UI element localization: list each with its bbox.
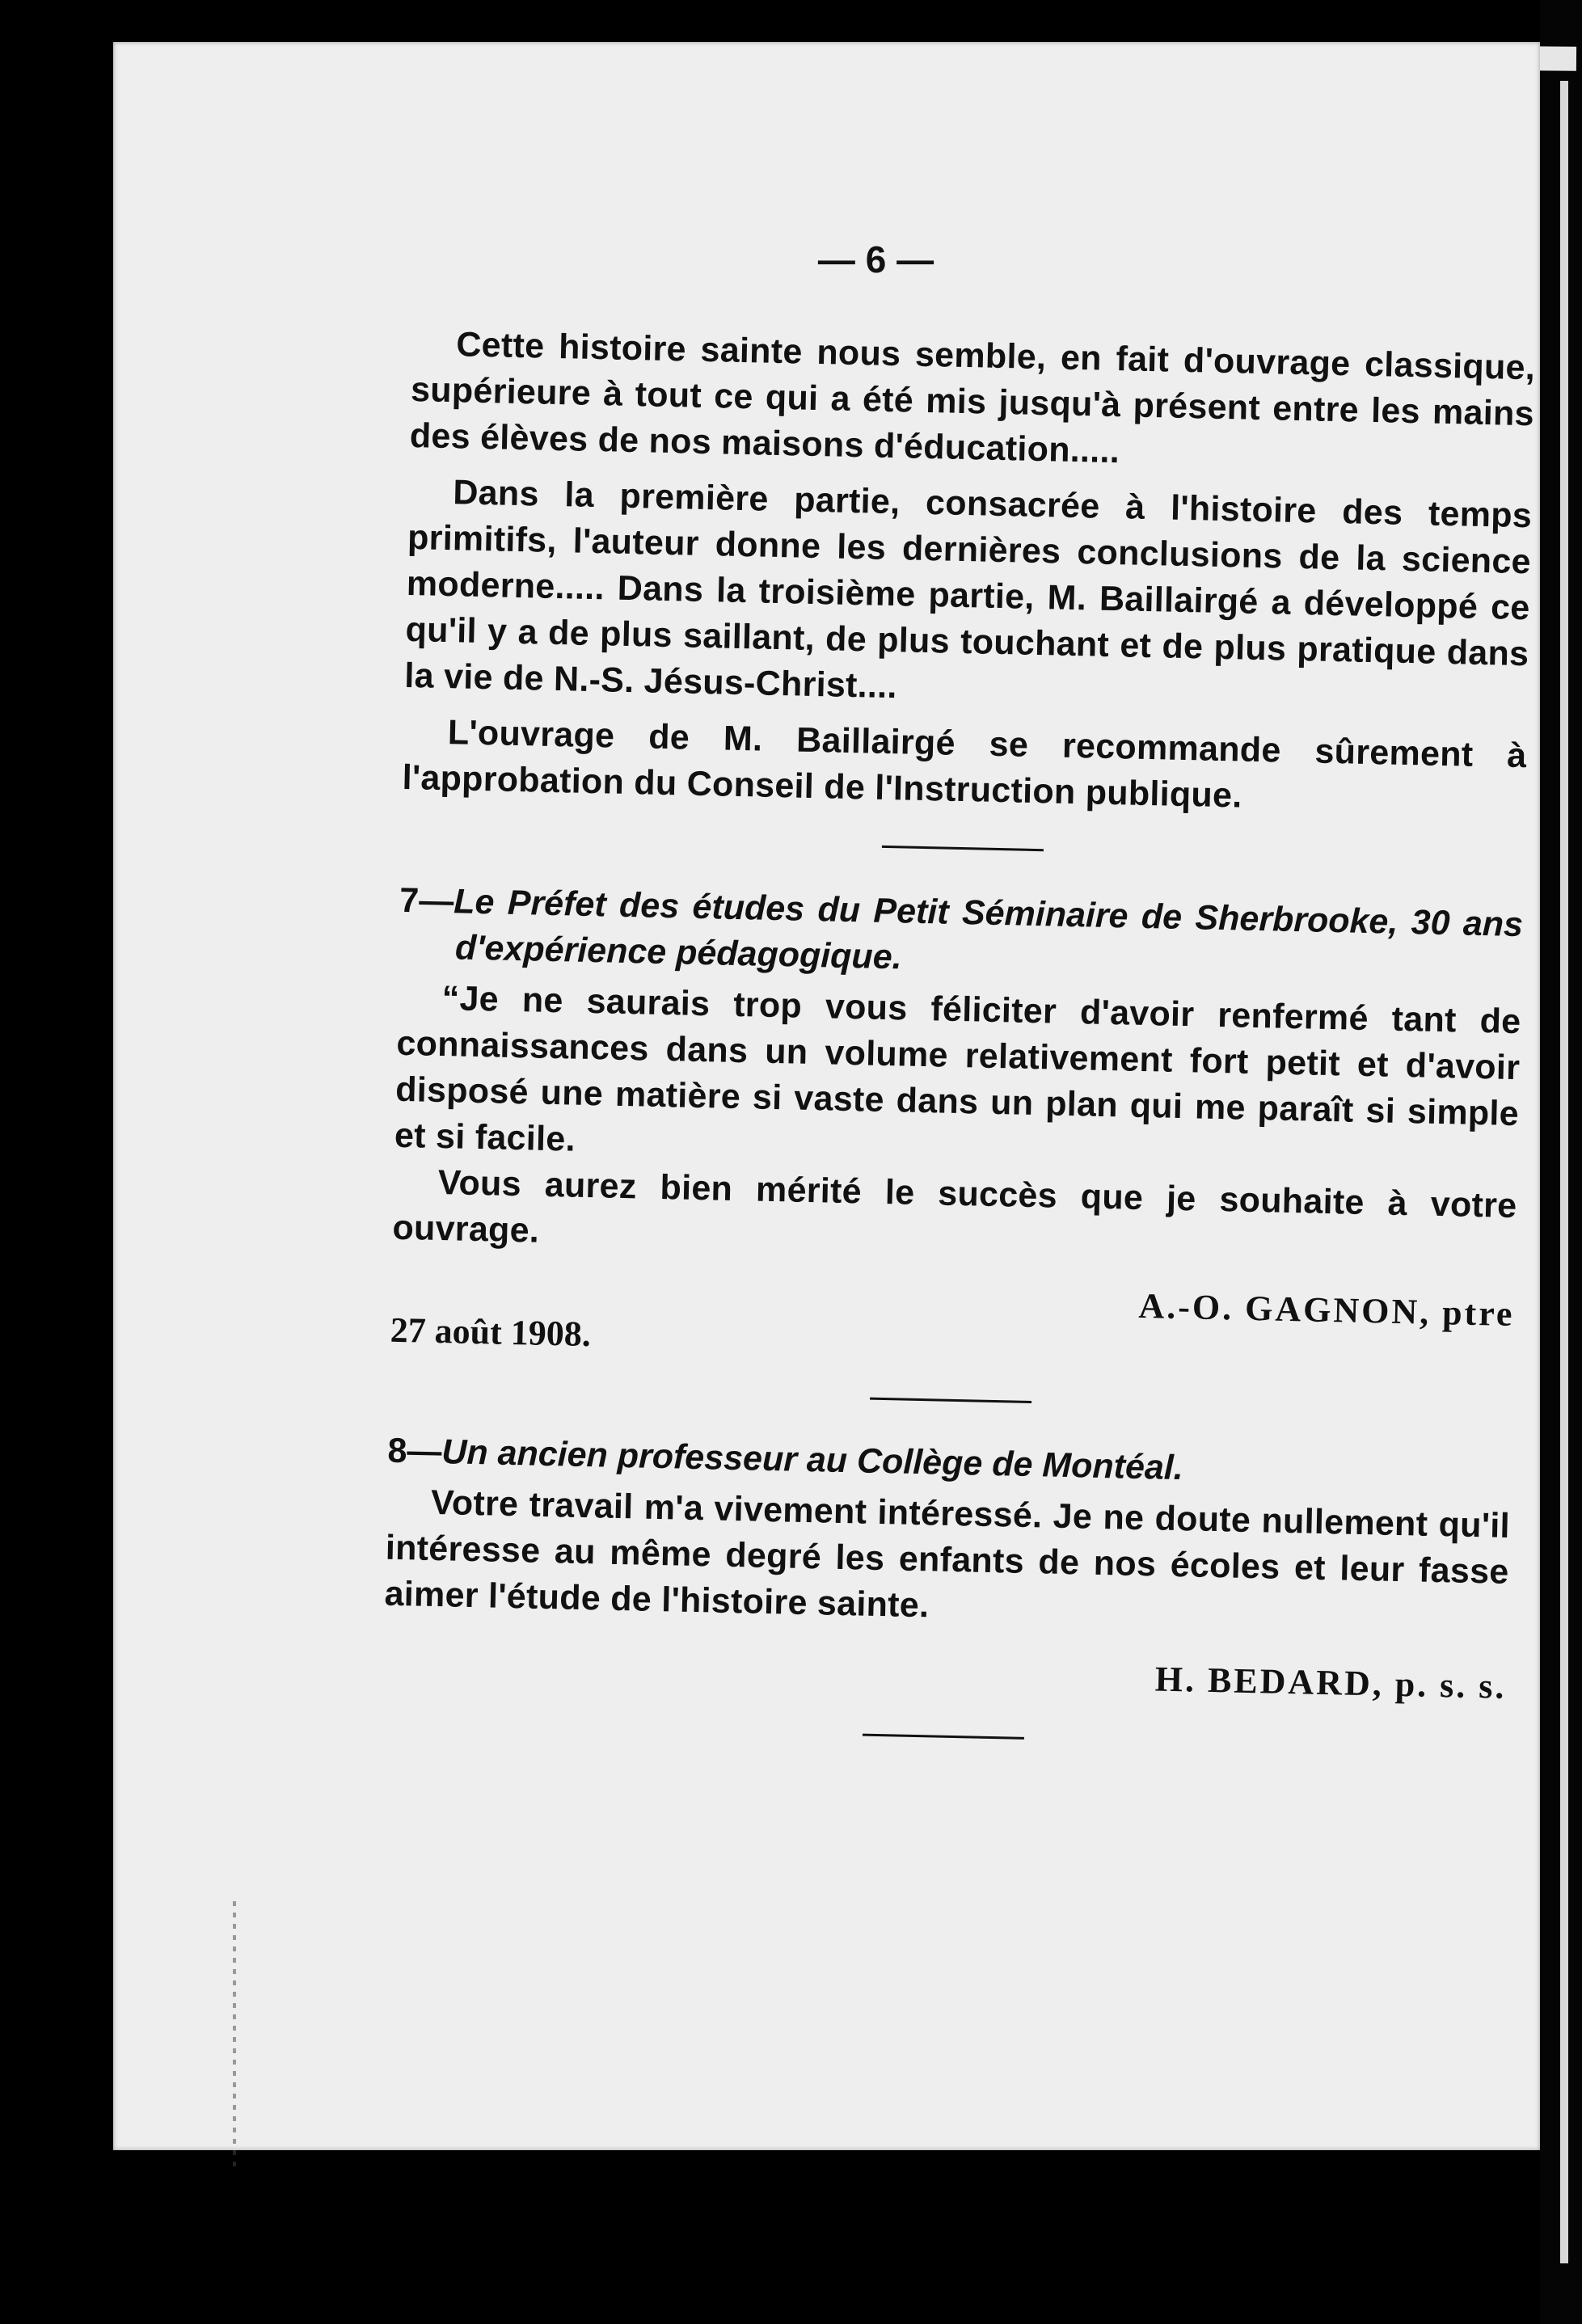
section-divider bbox=[863, 1734, 1024, 1740]
page-number: — 6 — bbox=[817, 238, 934, 280]
document-page bbox=[113, 42, 1540, 2150]
intro-paragraph-3: L'ouvrage de M. Baillairgé se recommande sûrement à l'approbation du Conseil de l'Instruction publique. bbox=[402, 713, 1528, 816]
scan-margin-specks bbox=[233, 1901, 236, 2168]
section-7-signature-row bbox=[390, 1269, 1515, 1375]
section-divider bbox=[870, 1398, 1031, 1403]
intro-paragraph-2: Dans la première partie, consacrée à l'histoire des temps primitifs, l'auteur donne les dernières conclusions de la science moderne..... Dans la troisième partie, M. Baillairgé a développé ce qu'il y a de plus saillant, de plus touchant et de plus pratique dans la vie de N.-S. Jésus-Christ.... bbox=[403, 473, 1533, 706]
section-7-signature: A.-O. GAGNON, ptre bbox=[1138, 1285, 1516, 1335]
section-8-paragraph: Votre travail m'a vivement intéressé. Je ne doute nullement qu'il intéresse au même degré les enfants de nos écoles et leur fasse aimer l'étude de l'histoire sainte. bbox=[384, 1483, 1511, 1626]
intro-paragraph-1: Cette histoire sainte nous semble, en fait d'ouvrage classique, supérieure à tout ce qui a été mis jusqu'à présent entre les mains des élèves de nos maisons d'éducation..... bbox=[409, 325, 1536, 471]
section-7-paragraph-1: “Je ne saurais trop vous féliciter d'avoir renfermé tant de connaissances dans un volume relativement fort petit et d'avoir disposé une matière si vaste dans un plan qui me paraît si simple et si facile. bbox=[394, 979, 1521, 1159]
section-7-paragraph-2: Vous aurez bien mérité le succès que je souhaite à votre ouvrage. bbox=[392, 1162, 1517, 1251]
section-8-number: 8— bbox=[386, 1431, 442, 1472]
section-8-title: Un ancien professeur au Collège de Montéal. bbox=[441, 1432, 1184, 1488]
section-7-title: Le Préfet des études du Petit Séminaire de Sherbrooke, 30 ans d'expérience pédagogique. bbox=[453, 882, 1524, 977]
scan-adjacent-page-edge bbox=[1560, 81, 1568, 2263]
page-body bbox=[382, 321, 1536, 1750]
section-7-date: 27 août 1908. bbox=[390, 1310, 592, 1355]
section-divider bbox=[882, 846, 1044, 851]
section-7-heading bbox=[398, 878, 1523, 994]
section-7-number: 7— bbox=[399, 880, 454, 922]
section-8-signature: H. BEDARD, p. s. s. bbox=[1154, 1659, 1508, 1706]
